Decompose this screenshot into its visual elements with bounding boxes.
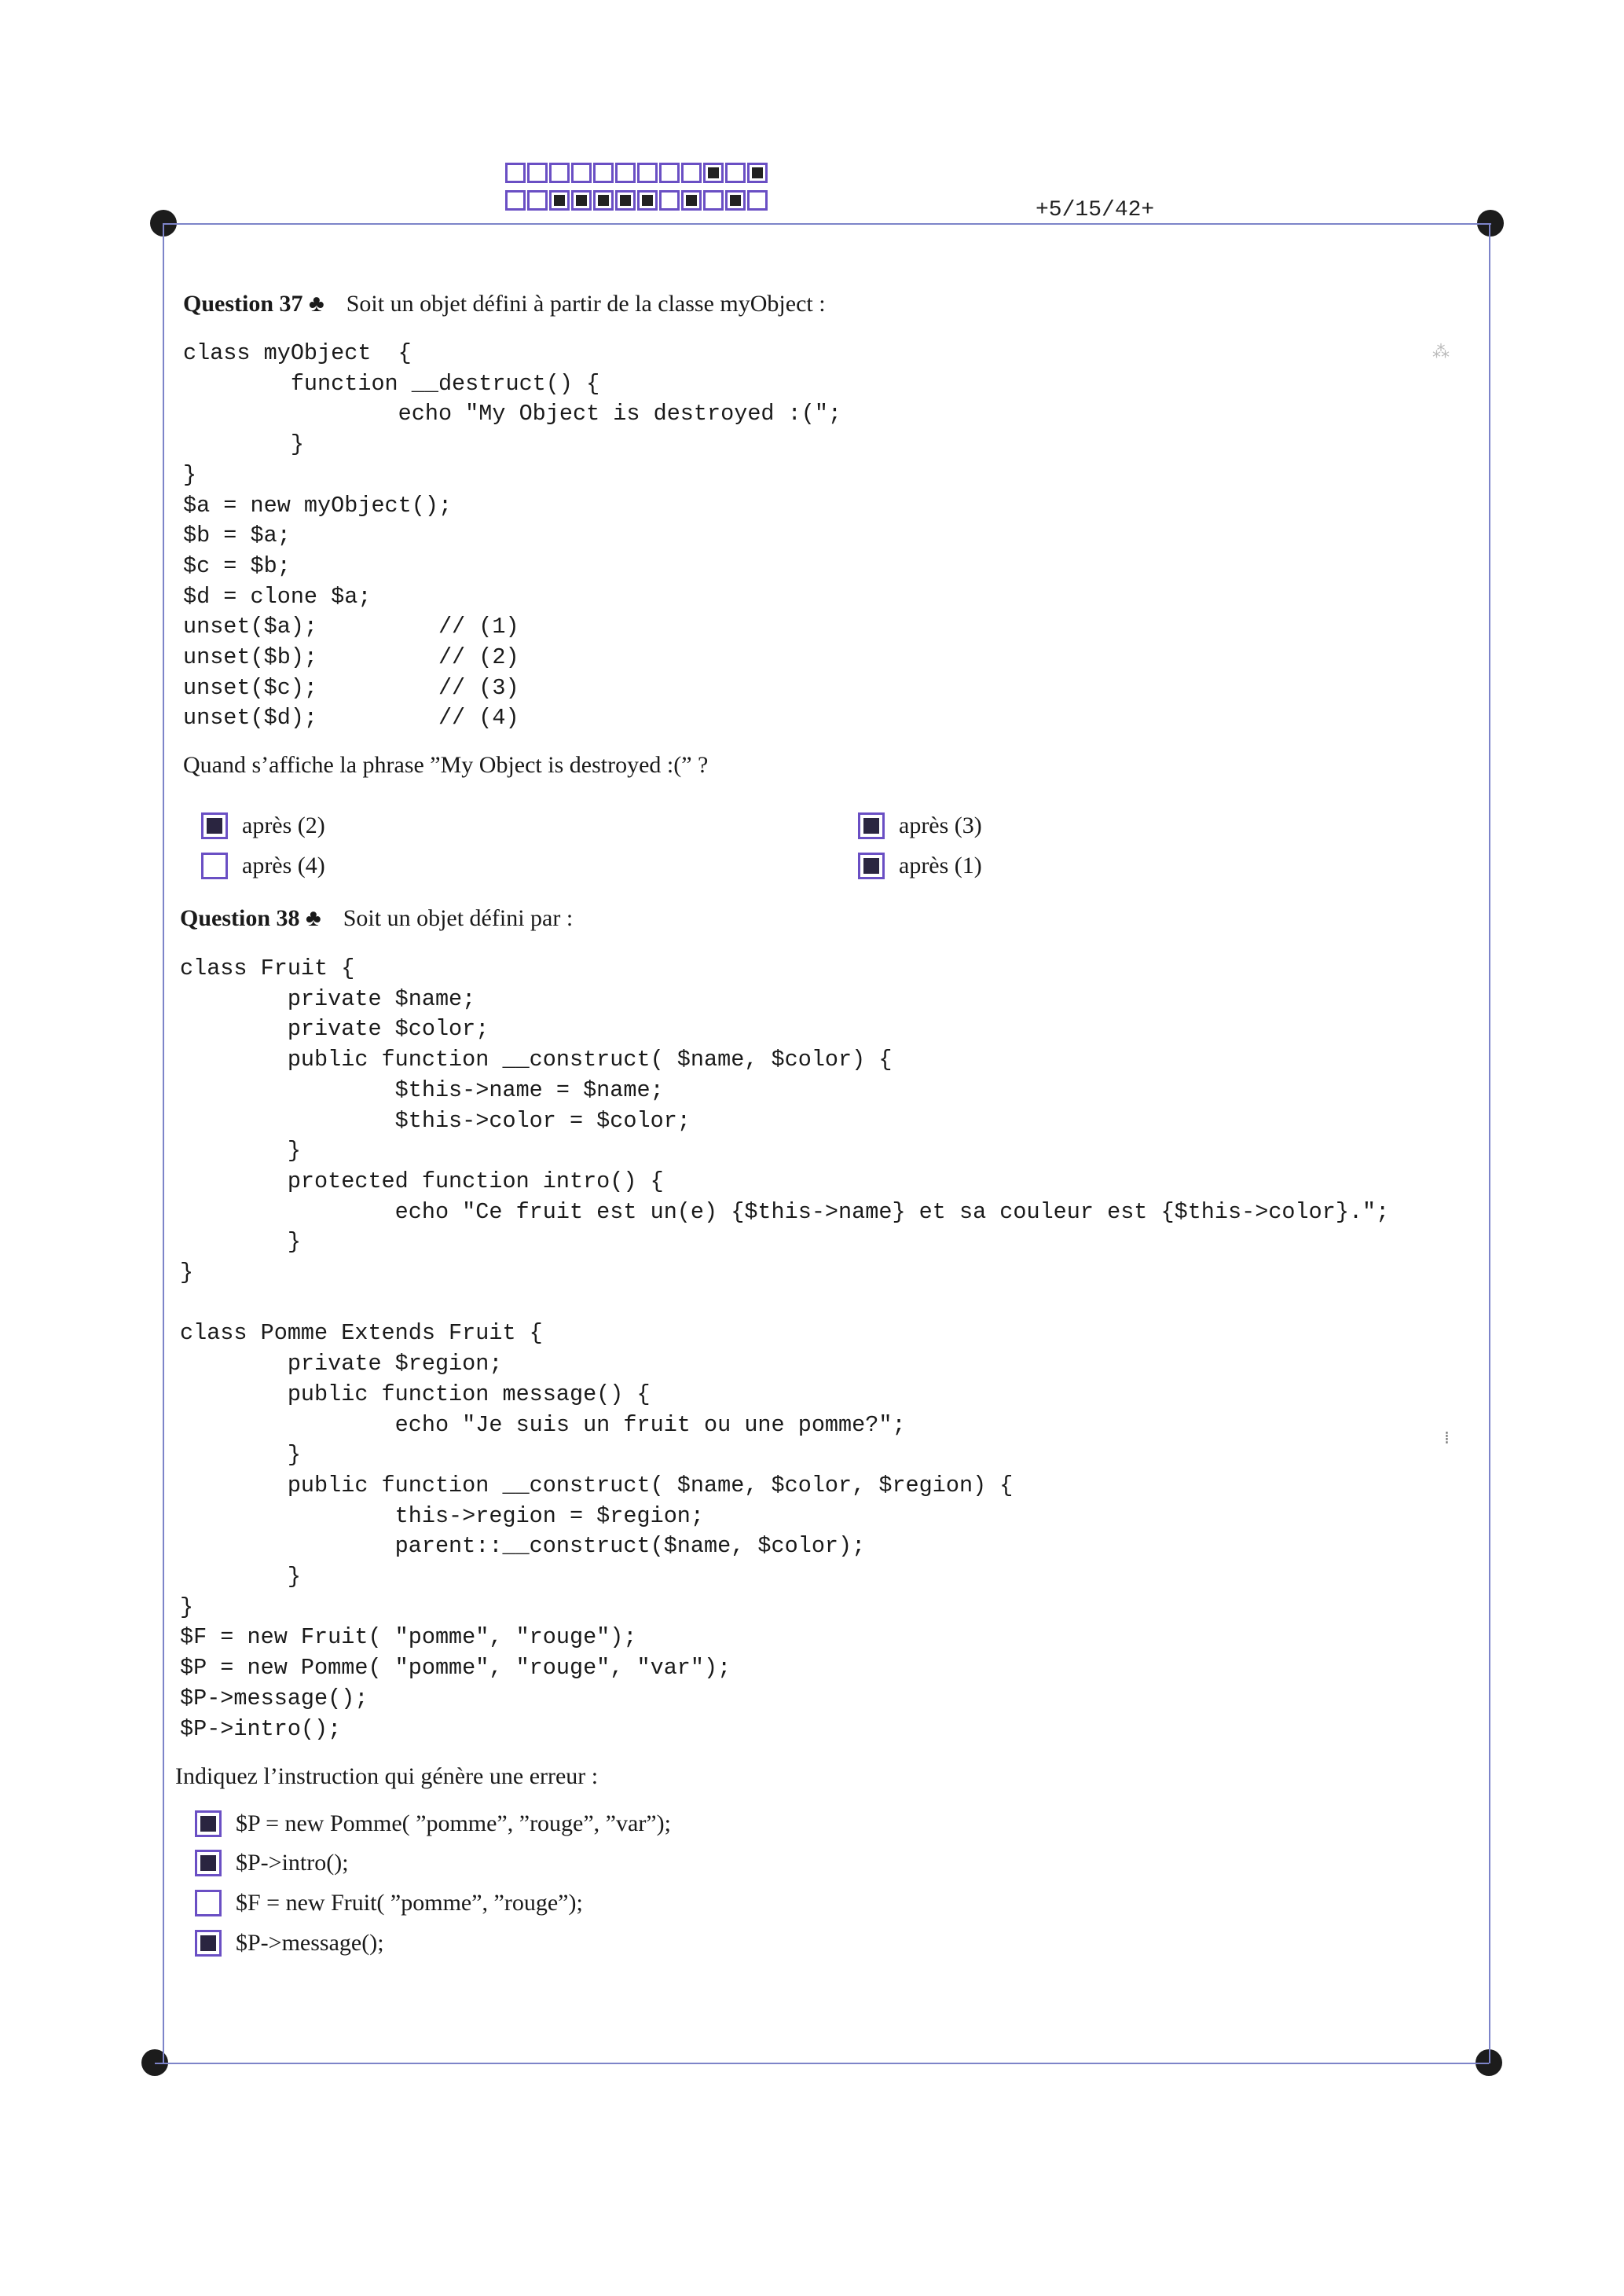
code-box bbox=[637, 190, 658, 211]
code-box bbox=[527, 163, 548, 183]
question-38-prompt: Indiquez l’instruction qui génère une erreur : bbox=[175, 1763, 599, 1789]
checkbox[interactable] bbox=[858, 812, 885, 839]
checkbox[interactable] bbox=[195, 1850, 222, 1876]
checkbox[interactable] bbox=[201, 853, 228, 879]
question-37-option-1[interactable] bbox=[201, 812, 325, 839]
code-box bbox=[703, 163, 724, 183]
code-box bbox=[725, 163, 746, 183]
option-label: après (4) bbox=[242, 853, 325, 878]
option-label: $F = new Fruit( ”pomme”, ”rouge”); bbox=[236, 1890, 583, 1916]
checkbox[interactable] bbox=[195, 1930, 222, 1957]
question-37-option-3[interactable] bbox=[858, 812, 982, 839]
frame-top-line bbox=[163, 223, 1491, 225]
code-box bbox=[725, 190, 746, 211]
code-box bbox=[747, 190, 768, 211]
header-code-boxes-row-1 bbox=[505, 163, 768, 183]
code-box bbox=[703, 190, 724, 211]
code-box bbox=[637, 163, 658, 183]
question-38-option-3[interactable] bbox=[195, 1890, 583, 1916]
option-label: après (1) bbox=[899, 853, 982, 878]
code-box bbox=[549, 190, 570, 211]
code-box bbox=[615, 190, 636, 211]
code-box bbox=[681, 190, 702, 211]
code-box bbox=[593, 190, 614, 211]
option-label: après (2) bbox=[242, 812, 325, 838]
scan-smudge-mark: ⁂ bbox=[1432, 343, 1450, 362]
page-code: +5/15/42+ bbox=[1036, 198, 1155, 222]
question-37-text: Soit un objet défini à partir de la classe myObject : bbox=[346, 291, 826, 317]
option-label: après (3) bbox=[899, 812, 982, 838]
code-box bbox=[593, 163, 614, 183]
question-37-prompt: Quand s’affiche la phrase ”My Object is destroyed :(” ? bbox=[183, 752, 709, 778]
code-box bbox=[571, 163, 592, 183]
question-38-option-2[interactable] bbox=[195, 1850, 349, 1876]
code-box bbox=[659, 190, 680, 211]
checkbox[interactable] bbox=[195, 1810, 222, 1837]
question-37-number: Question 37 ♣ bbox=[183, 291, 324, 317]
checkbox[interactable] bbox=[201, 812, 228, 839]
question-38-text: Soit un objet défini par : bbox=[343, 905, 574, 931]
code-box bbox=[659, 163, 680, 183]
code-box bbox=[615, 163, 636, 183]
code-box bbox=[681, 163, 702, 183]
code-box bbox=[505, 190, 526, 211]
question-37-code: class myObject { function __destruct() { echo "My Object is destroyed :("; } } $a = new myObject(); $b = $a; $c = $b; $d = clone $a; unset($a); // (1) unset($b); // (2) unset($c); // (3) unset($d); // (4) bbox=[183, 340, 842, 732]
code-box bbox=[505, 163, 526, 183]
question-37-option-4[interactable] bbox=[858, 853, 982, 879]
frame-right-line bbox=[1489, 223, 1490, 2063]
option-label: $P = new Pomme( ”pomme”, ”rouge”, ”var”); bbox=[236, 1810, 671, 1836]
code-box bbox=[549, 163, 570, 183]
question-38-code: class Fruit { private $name; private $color; public function __construct( $name, $color) { $this->name = $name; $this->color = $color; } protected function intro() { echo "Ce fruit est un(e) {$this->name} et sa couleur est {$this->color}."; } } class Pomme Extends Fruit { private $region; public function message() { echo "Je suis un fruit ou une pomme?"; } public function __construct( $name, $color, $region) { this->region = $region; parent::__construct($name, $color); } } $F = new Fruit( "pomme", "rouge"); $P = new Pomme( "pomme", "rouge", "var"); $P->message(); $P->intro(); bbox=[180, 955, 1390, 1742]
question-37-header bbox=[183, 291, 826, 317]
frame-left-line bbox=[163, 223, 164, 2063]
question-38-header bbox=[180, 905, 573, 932]
question-38-option-4[interactable] bbox=[195, 1930, 384, 1957]
scan-smudge-mark: ⁞ bbox=[1444, 1429, 1450, 1448]
question-37-option-2[interactable] bbox=[201, 853, 325, 879]
checkbox[interactable] bbox=[858, 853, 885, 879]
option-label: $P->message(); bbox=[236, 1930, 384, 1956]
code-box bbox=[571, 190, 592, 211]
frame-bottom-line bbox=[155, 2063, 1489, 2064]
checkbox[interactable] bbox=[195, 1890, 222, 1916]
code-box bbox=[527, 190, 548, 211]
code-box bbox=[747, 163, 768, 183]
header-code-boxes-row-2 bbox=[505, 190, 768, 211]
option-label: $P->intro(); bbox=[236, 1850, 349, 1876]
question-38-option-1[interactable] bbox=[195, 1810, 671, 1837]
question-38-number: Question 38 ♣ bbox=[180, 905, 321, 931]
